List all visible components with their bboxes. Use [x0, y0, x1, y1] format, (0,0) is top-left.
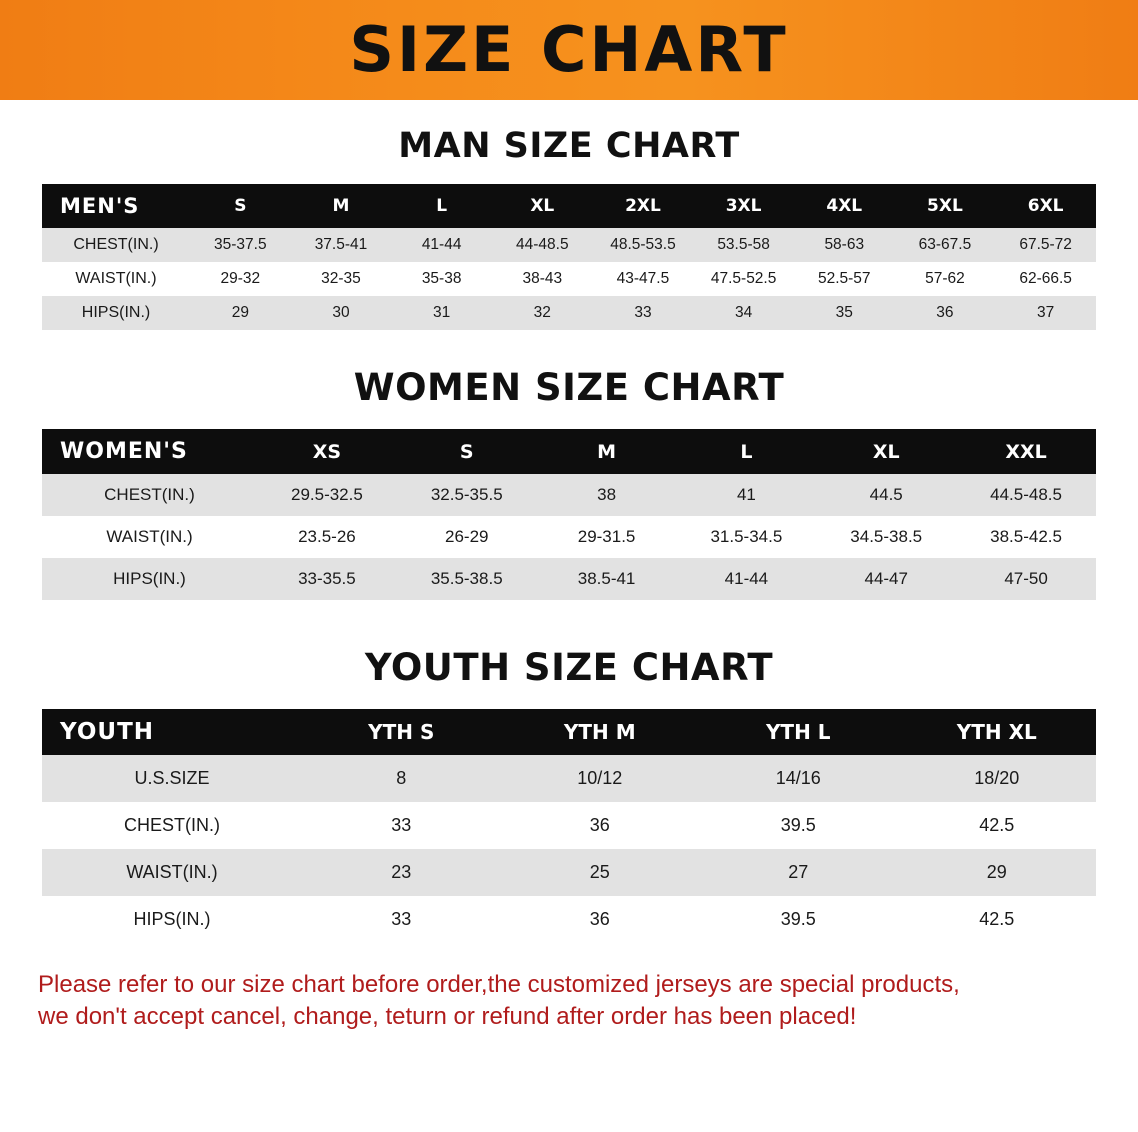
man-table-row — [42, 296, 1096, 330]
women-table-row — [42, 474, 1096, 516]
man-table-row — [42, 228, 1096, 262]
man-column-header: 3XL — [725, 196, 762, 216]
disclaimer-note — [38, 969, 1100, 1032]
man-cell: 62-66.5 — [995, 262, 1096, 296]
man-cell: 30 — [291, 296, 392, 330]
man-column-header: 6XL — [1027, 196, 1064, 216]
youth-cell: 8 — [302, 755, 501, 802]
man-table-row — [42, 262, 1096, 296]
youth-cell: 14/16 — [699, 755, 898, 802]
disclaimer-line-2: we don't accept cancel, change, teturn or refund after order has been placed! — [38, 1002, 857, 1030]
women-table-header-row — [42, 429, 1096, 474]
women-column-header: M — [597, 440, 617, 463]
women-table-corner: WOMEN'S — [60, 439, 188, 464]
women-cell: 35.5-38.5 — [397, 558, 537, 600]
man-section-title: MAN SIZE CHART — [398, 126, 740, 166]
youth-table-row — [42, 849, 1096, 896]
man-cell: 35-38 — [391, 262, 492, 296]
man-row-label: HIPS(IN.) — [42, 296, 190, 330]
man-column-header: 2XL — [625, 196, 661, 216]
women-cell: 33-35.5 — [257, 558, 397, 600]
youth-column-header: YTH M — [563, 720, 636, 744]
women-column-header: S — [459, 440, 474, 463]
women-cell: 31.5-34.5 — [676, 516, 816, 558]
women-table-wrap — [0, 429, 1138, 600]
women-cell: 44-47 — [816, 558, 956, 600]
youth-table-body — [42, 755, 1096, 943]
youth-cell: 42.5 — [898, 896, 1097, 943]
youth-size-table — [42, 709, 1096, 943]
women-cell: 47-50 — [956, 558, 1096, 600]
women-column-header: XXL — [1005, 440, 1047, 463]
man-cell: 53.5-58 — [693, 228, 794, 262]
youth-cell: 29 — [898, 849, 1097, 896]
youth-cell: 25 — [501, 849, 700, 896]
man-cell: 33 — [593, 296, 694, 330]
man-table-header-row — [42, 184, 1096, 228]
man-cell: 52.5-57 — [794, 262, 895, 296]
man-cell: 43-47.5 — [593, 262, 694, 296]
man-row-label: CHEST(IN.) — [42, 228, 190, 262]
youth-cell: 42.5 — [898, 802, 1097, 849]
women-row-label: WAIST(IN.) — [42, 516, 257, 558]
youth-cell: 23 — [302, 849, 501, 896]
women-cell: 41 — [676, 474, 816, 516]
youth-row-label: CHEST(IN.) — [42, 802, 302, 849]
women-size-table — [42, 429, 1096, 600]
man-cell: 37.5-41 — [291, 228, 392, 262]
women-table-row — [42, 558, 1096, 600]
man-column-header: S — [234, 196, 247, 216]
man-cell: 35 — [794, 296, 895, 330]
man-row-label: WAIST(IN.) — [42, 262, 190, 296]
disclaimer-line-1: Please refer to our size chart before order,the customized jerseys are special products, — [38, 971, 960, 998]
youth-cell: 36 — [501, 896, 700, 943]
man-cell: 29-32 — [190, 262, 291, 296]
man-cell: 34 — [693, 296, 794, 330]
women-table-row — [42, 516, 1096, 558]
women-cell: 38 — [537, 474, 677, 516]
man-cell: 47.5-52.5 — [693, 262, 794, 296]
women-row-label: HIPS(IN.) — [42, 558, 257, 600]
women-cell: 44.5-48.5 — [956, 474, 1096, 516]
man-table-corner: MEN'S — [60, 194, 140, 218]
women-column-header: XL — [872, 440, 900, 463]
youth-table-row — [42, 802, 1096, 849]
youth-cell: 39.5 — [699, 896, 898, 943]
youth-cell: 10/12 — [501, 755, 700, 802]
women-table-body — [42, 474, 1096, 600]
women-cell: 32.5-35.5 — [397, 474, 537, 516]
man-cell: 41-44 — [391, 228, 492, 262]
man-cell: 48.5-53.5 — [593, 228, 694, 262]
women-row-label: CHEST(IN.) — [42, 474, 257, 516]
women-cell: 41-44 — [676, 558, 816, 600]
youth-section-title: YOUTH SIZE CHART — [364, 646, 774, 689]
youth-cell: 27 — [699, 849, 898, 896]
youth-row-label: HIPS(IN.) — [42, 896, 302, 943]
page-title: SIZE CHART — [349, 13, 789, 86]
man-size-table — [42, 184, 1096, 330]
women-column-header: L — [740, 440, 753, 463]
youth-table-corner: YOUTH — [60, 719, 155, 745]
man-cell: 32 — [492, 296, 593, 330]
women-cell: 34.5-38.5 — [816, 516, 956, 558]
women-cell: 29.5-32.5 — [257, 474, 397, 516]
man-cell: 67.5-72 — [995, 228, 1096, 262]
women-cell: 29-31.5 — [537, 516, 677, 558]
women-cell: 38.5-41 — [537, 558, 677, 600]
man-table-wrap — [0, 184, 1138, 330]
youth-table-header-row — [42, 709, 1096, 755]
women-column-header: XS — [312, 440, 342, 463]
man-cell: 32-35 — [291, 262, 392, 296]
youth-column-header: YTH S — [368, 720, 435, 744]
man-column-header: L — [436, 196, 448, 216]
youth-cell: 36 — [501, 802, 700, 849]
man-cell: 44-48.5 — [492, 228, 593, 262]
man-cell: 38-43 — [492, 262, 593, 296]
women-cell: 23.5-26 — [257, 516, 397, 558]
man-cell: 37 — [995, 296, 1096, 330]
man-column-header: XL — [530, 196, 555, 216]
women-section-title: WOMEN SIZE CHART — [353, 366, 785, 409]
youth-table-row — [42, 755, 1096, 802]
youth-cell: 33 — [302, 802, 501, 849]
youth-cell: 18/20 — [898, 755, 1097, 802]
women-cell: 26-29 — [397, 516, 537, 558]
man-cell: 36 — [895, 296, 996, 330]
women-cell: 44.5 — [816, 474, 956, 516]
header-banner — [0, 0, 1138, 100]
youth-cell: 33 — [302, 896, 501, 943]
man-cell: 63-67.5 — [895, 228, 996, 262]
youth-row-label: U.S.SIZE — [42, 755, 302, 802]
man-table-body — [42, 228, 1096, 330]
man-cell: 35-37.5 — [190, 228, 291, 262]
youth-column-header: YTH L — [765, 720, 831, 744]
man-column-header: 4XL — [826, 196, 863, 216]
man-column-header: 5XL — [927, 196, 963, 216]
youth-column-header: YTH XL — [956, 720, 1037, 744]
youth-cell: 39.5 — [699, 802, 898, 849]
man-cell: 29 — [190, 296, 291, 330]
man-cell: 31 — [391, 296, 492, 330]
man-cell: 57-62 — [895, 262, 996, 296]
youth-table-wrap — [0, 709, 1138, 943]
man-column-header: M — [332, 196, 350, 216]
youth-row-label: WAIST(IN.) — [42, 849, 302, 896]
youth-table-row — [42, 896, 1096, 943]
man-cell: 58-63 — [794, 228, 895, 262]
women-cell: 38.5-42.5 — [956, 516, 1096, 558]
